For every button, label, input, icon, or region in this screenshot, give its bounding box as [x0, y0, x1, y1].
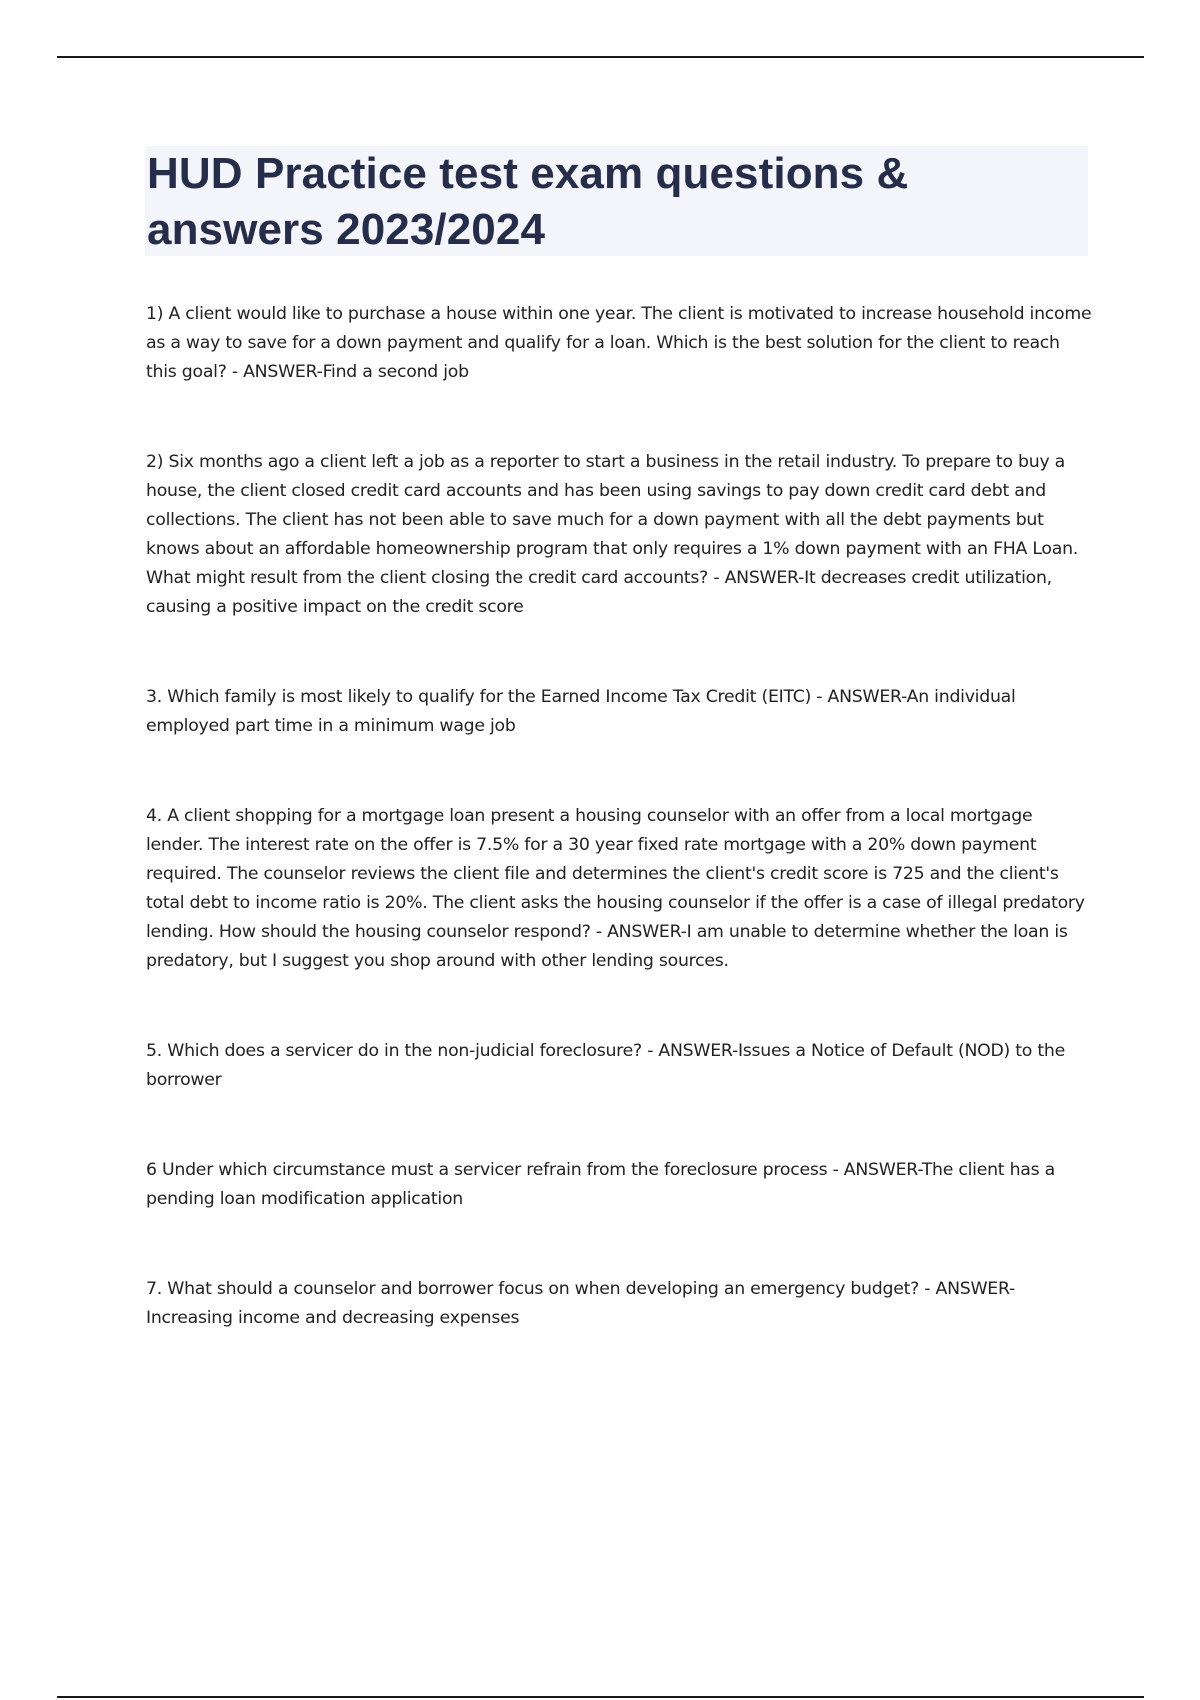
page-title: HUD Practice test exam questions & answers 2023/2024: [147, 149, 909, 254]
question-2: 2) Six months ago a client left a job as a reporter to start a business in the retail industry. To prepare to buy a house, the client closed credit card accounts and has been using savings to pay down credit card debt and collections. The client has not been able to save much for a down payment with all the debt payments but knows about an affordable homeownership program that only requires a 1% down payment with an FHA Loan. What might result from the client closing the credit card accounts? - ANSWER-It decreases credit utilization, causing a positive impact on the credit score: [146, 452, 1079, 617]
bottom-divider: [57, 1696, 1144, 1698]
top-divider: [57, 56, 1144, 58]
question-1: 1) A client would like to purchase a house within one year. The client is motivated to increase household income as a way to save for a down payment and qualify for a loan. Which is the best solution for the client to reach this goal? - ANSWER-Find a second job: [146, 304, 1092, 382]
question-list: [146, 300, 1092, 1333]
question-5: 5. Which does a servicer do in the non-judicial foreclosure? - ANSWER-Issues a Notice of Default (NOD) to the borrower: [146, 1041, 1065, 1090]
question-4: 4. A client shopping for a mortgage loan present a housing counselor with an offer from a local mortgage lender. The interest rate on the offer is 7.5% for a 30 year fixed rate mortgage with a 20% down payment required. The counselor reviews the client file and determines the client's credit score is 725 and the client's total debt to income ratio is 20%. The client asks the housing counselor if the offer is a case of illegal predatory lending. How should the housing counselor respond? - ANSWER-I am unable to determine whether the loan is predatory, but I suggest you shop around with other lending sources.: [146, 806, 1085, 971]
title-banner: [145, 146, 1088, 256]
question-3: 3. Which family is most likely to qualify for the Earned Income Tax Credit (EITC) - ANSWER-An individual employed part time in a minimum wage job: [146, 687, 1016, 736]
question-7: 7. What should a counselor and borrower focus on when developing an emergency budget? - ANSWER-Increasing income and decreasing expenses: [146, 1279, 1016, 1328]
question-6: 6 Under which circumstance must a servicer refrain from the foreclosure process - ANSWER-The client has a pending loan modification application: [146, 1160, 1055, 1209]
